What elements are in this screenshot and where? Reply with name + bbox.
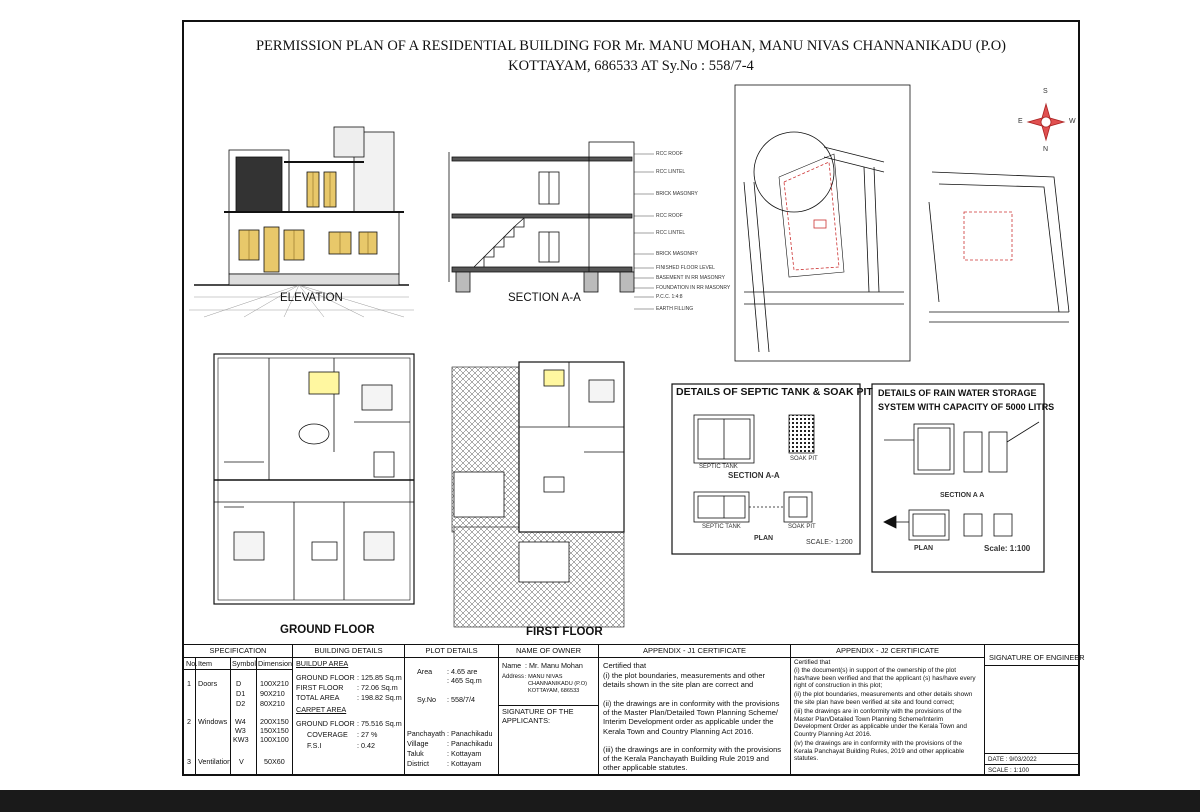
spec-row-no: 2: [187, 717, 191, 726]
j2-item: (iv) the drawings are in conformity with the provisions of the Kerala Panchayat Building Rules, 2019 and other applicable statutes.: [794, 740, 965, 763]
title-block: [184, 644, 1085, 775]
district-label: District: [407, 759, 429, 768]
plot-details-section: [404, 645, 498, 775]
plot-area-value-2: : 465 Sq.m: [447, 676, 482, 685]
drawing-sheet: [182, 20, 1085, 776]
rainwater-title-1: DETAILS OF RAIN WATER STORAGE: [878, 388, 1037, 398]
spec-row-item: Windows: [198, 717, 228, 726]
plot-area-value-1: : 4.65 are: [447, 667, 478, 676]
spec-dim: 50X60: [264, 757, 285, 766]
septic-tank-label: SEPTIC TANK: [699, 464, 738, 470]
engineer-signature-label: SIGNATURE OF ENGINEER: [989, 653, 1085, 662]
plot-syno-value: : 558/7/4: [447, 695, 475, 704]
septic-section-label: SECTION A-A: [728, 471, 780, 480]
bd-gf-label: GROUND FLOOR: [296, 673, 355, 682]
rainwater-scale-label: Scale: 1:100: [984, 544, 1031, 553]
compass-s: S: [1043, 88, 1048, 95]
section-note: EARTH FILLING: [656, 306, 694, 312]
ground-floor-label: GROUND FLOOR: [280, 624, 375, 636]
engineer-scale: SCALE : 1:100: [988, 767, 1029, 774]
title-line-1: PERMISSION PLAN OF A RESIDENTIAL BUILDING FOR Mr. MANU MOHAN, MANU NIVAS CHANNANIKADU (P.O): [255, 38, 1006, 54]
spec-symbol: W4: [235, 717, 246, 726]
coverage-value: : 27 %: [357, 730, 378, 739]
spec-symbol: W3: [235, 726, 246, 735]
panchayath-value: : Panachikadu: [447, 729, 493, 738]
compass-e: E: [1018, 118, 1023, 125]
spec-dim: 150X150: [260, 726, 289, 735]
plot-syno-label: Sy.No: [417, 695, 437, 704]
section-note: FOUNDATION IN RR MASONRY: [656, 285, 731, 291]
j1-item: (ii) the drawings are in conformity with the provisions of the Master Plan/Detailed Town Planning Scheme/ Interim Development order as applicable under the Kerala Town and Country Planning Act 2016.: [603, 699, 780, 736]
ground-floor-plan: [214, 354, 414, 604]
bottom-bar: [0, 790, 1200, 812]
section-note: RCC ROOF: [656, 213, 683, 219]
fsi-value: : 0.42: [357, 741, 375, 750]
elevation-label: ELEVATION: [280, 292, 343, 304]
j1-item: (iii) the drawings are in conformity with the provisions of the Kerala Panchayath Building Rule 2019 and other applicable statutes.: [603, 745, 782, 773]
compass-rose: [1028, 104, 1064, 140]
section-note: BASEMENT IN RR MASONRY: [656, 275, 725, 281]
spec-symbol: V: [239, 757, 244, 766]
spec-dim: 90X210: [260, 689, 285, 698]
septic-title: DETAILS OF SEPTIC TANK & SOAK PIT: [676, 386, 873, 398]
j1-certified: Certified that: [603, 661, 647, 670]
j1-item: (i) the plot boundaries, measurements and other details shown in the site plan are correct and: [603, 671, 766, 690]
district-value: : Kottayam: [447, 759, 482, 768]
septic-plan-label: PLAN: [754, 535, 774, 542]
spec-row-item: Ventilation: [198, 757, 232, 766]
title-line-2: KOTTAYAM, 686533 AT Sy.No : 558/7-4: [508, 58, 754, 74]
village-label: Village: [407, 739, 429, 748]
compass-w: W: [1069, 118, 1076, 125]
engineer-section: [984, 645, 1085, 775]
bd-gf-value: : 125.85 Sq.m: [357, 673, 402, 682]
j2-item: (ii) the plot boundaries, measurements and other details shown the site plan have been verified at site and found correct;: [794, 691, 973, 706]
soak-pit-label: SOAK PIT: [790, 456, 818, 462]
spec-row-no: 3: [187, 757, 191, 766]
bd-total-label: TOTAL AREA: [296, 693, 340, 702]
section-note: BRICK MASONRY: [656, 251, 698, 257]
col-symbol: Symbol: [232, 659, 256, 668]
compass-n: N: [1043, 146, 1049, 153]
col-no: No.: [186, 659, 198, 668]
rainwater-section-label: SECTION A A: [940, 492, 985, 499]
owner-address-line: KOTTAYAM, 686533: [528, 688, 580, 694]
section-note: RCC ROOF: [656, 151, 683, 157]
spec-dim: 100X100: [260, 735, 289, 744]
section-note: FINISHED FLOOR LEVEL: [656, 265, 715, 271]
spec-dim: 80X210: [260, 699, 285, 708]
village-value: : Panachikadu: [447, 739, 493, 748]
specification-section: [184, 645, 292, 775]
col-dimension: Dimension: [258, 659, 292, 668]
site-plan-drawing: [735, 85, 1069, 361]
appendix-j2-header: APPENDIX - J2 CERTIFICATE: [791, 645, 984, 658]
bd-ff-value: : 72.06 Sq.m: [357, 683, 398, 692]
spec-symbol: D2: [236, 699, 246, 708]
spec-symbol: D: [236, 679, 242, 688]
bd-ff-label: FIRST FLOOR: [296, 683, 344, 692]
appendix-j2-section: [790, 645, 984, 775]
section-note: RCC LINTEL: [656, 230, 686, 236]
j2-certified: Certified that: [794, 659, 831, 666]
septic-scale-label: SCALE:- 1:200: [806, 539, 853, 546]
appendix-j1-header: APPENDIX - J1 CERTIFICATE: [599, 645, 790, 658]
section-note: BRICK MASONRY: [656, 191, 698, 197]
spec-row-no: 1: [187, 679, 191, 688]
owner-address-label: Address: [502, 674, 525, 680]
section-note: P.C.C. 1:4:8: [656, 294, 683, 300]
section-label: SECTION A-A: [508, 292, 581, 304]
cp-gf-label: GROUND FLOOR: [296, 719, 355, 728]
septic-tank-plan-label: SEPTIC TANK: [702, 524, 741, 530]
soak-pit-plan-label: SOAK PIT: [788, 524, 816, 530]
fsi-label: F.S.I: [307, 741, 322, 750]
bd-total-value: : 198.82 Sq.m: [357, 693, 402, 702]
panchayath-label: Panchayath: [407, 729, 445, 738]
j2-item: (iii) the drawings are in conformity with the provisions of the Master Plan/Detailed Town Planning Scheme/Interim Development Order as applicable under the Kerala Town and Country Planning Act 2016.: [794, 708, 967, 738]
spec-dim: 200X150: [260, 717, 289, 726]
builtup-title: BUILDUP AREA: [296, 659, 349, 668]
cp-gf-value: : 75.516 Sq.m: [357, 719, 402, 728]
building-details-section: [292, 645, 404, 775]
spec-symbol: KW3: [233, 735, 249, 744]
first-floor-label: FIRST FLOOR: [526, 626, 603, 638]
col-item: Item: [198, 659, 212, 668]
owner-name-value: : Mr. Manu Mohan: [525, 661, 583, 670]
section-drawing: [449, 142, 654, 309]
spec-row-item: Doors: [198, 679, 218, 688]
section-note: RCC LINTEL: [656, 169, 686, 175]
applicant-signature-label: SIGNATURE OF THE APPLICANTS:: [502, 707, 574, 726]
owner-section: [498, 645, 598, 775]
engineer-date: DATE : 9/03/2022: [988, 756, 1037, 763]
carpet-title: CARPET AREA: [296, 705, 347, 714]
spec-dim: 100X210: [260, 679, 289, 688]
owner-address-line: : MANU NIVAS: [525, 674, 563, 680]
building-details-header: BUILDING DETAILS: [293, 645, 404, 658]
taluk-label: Taluk: [407, 749, 424, 758]
plot-area-label: Area: [417, 667, 433, 676]
plot-details-header: PLOT DETAILS: [405, 645, 498, 658]
j2-item: (i) the document(s) in support of the ownership of the plot has/have been verified and that the applicant (s) has/have every right of construction in this plot;: [794, 667, 976, 690]
elevation-drawing: [189, 127, 414, 317]
first-floor-plan: [452, 362, 624, 627]
owner-address-line: CHANNANIKADU (P.O): [528, 681, 587, 687]
rainwater-plan-label: PLAN: [914, 545, 934, 552]
owner-header: NAME OF OWNER: [499, 645, 598, 658]
appendix-j1-section: [598, 645, 790, 775]
coverage-label: COVERAGE: [307, 730, 348, 739]
spec-symbol: D1: [236, 689, 246, 698]
rainwater-title-2: SYSTEM WITH CAPACITY OF 5000 LITRS: [878, 402, 1055, 412]
specification-header: SPECIFICATION: [184, 645, 292, 658]
taluk-value: : Kottayam: [447, 749, 482, 758]
owner-name-label: Name: [502, 661, 522, 670]
